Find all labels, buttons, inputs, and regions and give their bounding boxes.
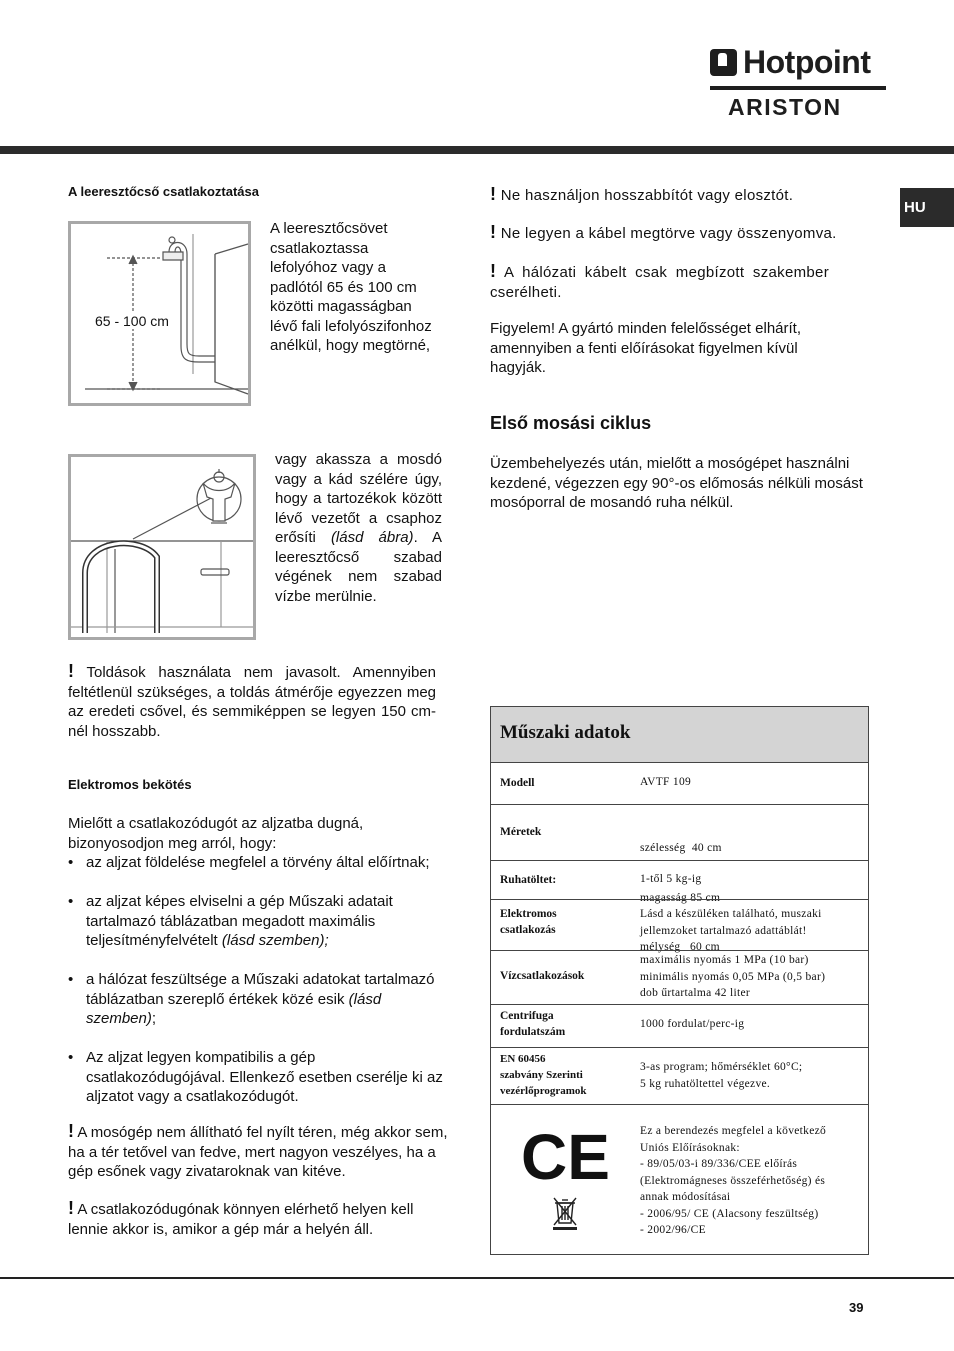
drain-text-2a: vagy akassza a mosdó vagy a kád szélére úgy, hogy a tartozékok között lévő vezetőt a csaphoz erősíti bbox=[275, 451, 442, 546]
first-wash-text: Üzembehelyezés után, mielőtt a mosógépet használni kezdené, végezzen egy 90°-os előmosás nélküli mosást mosóporral de mosandó ruha nélkül. bbox=[490, 455, 863, 511]
spec-value: AVTF 109 bbox=[640, 776, 692, 788]
drain-sink-figure bbox=[68, 454, 256, 640]
height-label: 65 - 100 cm bbox=[95, 313, 169, 329]
header-bar bbox=[0, 146, 954, 154]
spec-label: EN 60456 szabvány Szerinti vezérlőprogramok bbox=[500, 1053, 587, 1097]
table-row bbox=[491, 900, 868, 951]
spec-value: 3-as program; hőmérséklet 60°C; 5 kg ruhatöltettel végezve. bbox=[640, 1061, 803, 1090]
warning-mark-icon: ! bbox=[490, 261, 497, 281]
warning-no-extension-text: Ne használjon hosszabbítót vagy elosztót. bbox=[500, 187, 794, 204]
spec-value: 1-től 5 kg-ig bbox=[640, 873, 702, 885]
brand-ariston: ARISTON bbox=[728, 94, 842, 120]
drain-heading: A leeresztőcső csatlakoztatása bbox=[68, 184, 260, 199]
spec-value: szélesség 40 cm magasság 85 cm mélység 60 cm bbox=[640, 842, 722, 953]
brand-hotpoint: Hotpoint bbox=[743, 44, 871, 80]
drain-text-1: A leeresztőcsövet csatlakoztassa lefolyóhoz vagy a padlótól 65 és 100 cm közötti magasságban lévő fali lefolyószifonhoz anélkül, hogy megtörné, bbox=[270, 220, 432, 354]
spec-label: Modell bbox=[500, 777, 535, 789]
warning-cable bbox=[490, 223, 865, 244]
spec-label: Méretek bbox=[500, 826, 542, 838]
warning-mark-icon: ! bbox=[68, 661, 74, 681]
spec-table bbox=[490, 706, 869, 1255]
spec-value: Ez a berendezés megfelel a következő Uniós Előírásoknak: - 89/05/03-i 89/336/CEE előírás (Elektromágneses összeférhetőség) és annak módosításai - 2006/95/ CE (Alacsony feszültség) - 2002/96/CE bbox=[640, 1125, 827, 1236]
spec-value: maximális nyomás 1 MPa (10 bar) minimális nyomás 0,05 MPa (0,5 bar) dob űrtartalma 42 liter bbox=[640, 954, 826, 999]
warning-mark-icon: ! bbox=[490, 184, 497, 204]
warning-outdoor-text: A mosógép nem állítható fel nyílt téren, még akkor sem, ha a tér tetővel van fedve, mert nagyon veszélyes, ha a gép esőnek vagy zivataroknak van kitéve. bbox=[68, 1124, 448, 1180]
warning-mark-icon: ! bbox=[490, 222, 497, 242]
drain-siphon-figure bbox=[68, 221, 251, 406]
electric-section bbox=[68, 814, 444, 1107]
table-row bbox=[491, 951, 868, 1005]
warning-no-extension bbox=[490, 185, 835, 206]
spec-value: 1000 fordulat/perc-ig bbox=[640, 1018, 745, 1030]
weee-bin-icon bbox=[551, 1195, 579, 1236]
warning-cable-text: Ne legyen a kábel megtörve vagy összenyomva. bbox=[500, 225, 837, 242]
warning-outdoor bbox=[68, 1122, 448, 1182]
table-row bbox=[491, 1105, 868, 1254]
first-wash-heading: Első mosási ciklus bbox=[490, 413, 652, 433]
warning-cable-replace bbox=[490, 262, 829, 302]
warning-mark-icon: ! bbox=[68, 1121, 74, 1141]
warning-extension bbox=[68, 662, 436, 741]
table-row bbox=[491, 1048, 868, 1105]
warning-access-text: A csatlakozódugónak könnyen elérhető helyen kell lennie akkor is, amikor a gép már a helyén áll. bbox=[68, 1201, 414, 1238]
electric-intro: Mielőtt a csatlakozódugót az aljzatba dugná, bizonyosodjon meg arról, hogy: bbox=[68, 815, 364, 852]
page-number: 39 bbox=[849, 1300, 864, 1315]
warning-extension-text: Toldások használata nem javasolt. Amennyiben feltétlenül szükséges, a toldás átmérője egyezzen meg az eredeti csővel, és semmiképpen se legyen 150 cm-nél hosszabb. bbox=[68, 664, 436, 740]
drain-sink-illustration bbox=[71, 457, 253, 637]
warning-access bbox=[68, 1199, 448, 1239]
electric-checklist bbox=[68, 853, 444, 1107]
table-row bbox=[491, 762, 868, 805]
spec-label: Elektromos csatlakozás bbox=[500, 908, 557, 936]
ce-mark-icon bbox=[521, 1121, 610, 1193]
drain-text-2-italic: (lásd ábra) bbox=[330, 529, 414, 546]
spec-value: Lásd a készüléken található, muszaki jellemzoket tartalmazó adattáblát! bbox=[640, 908, 822, 937]
brand-rule bbox=[710, 86, 886, 90]
brand-logo bbox=[710, 44, 886, 122]
list-item: • Az aljzat legyen kompatibilis a gép csatlakozódugójával. Ellenkező esetben cserélje ki az aljzatot vagy a csatlakozódugót. bbox=[68, 1048, 444, 1107]
attention-note: Figyelem! A gyártó minden felelősséget elhárít, amennyiben a fenti előírásokat figyelmen kívül hagyják. bbox=[490, 320, 802, 376]
footer-rule bbox=[0, 1277, 954, 1279]
spec-label: Centrifuga fordulatszám bbox=[500, 1010, 566, 1038]
ce-mark-text: CE bbox=[521, 1121, 610, 1193]
drain-text-2 bbox=[275, 450, 442, 606]
list-item: • a hálózat feszültsége a Műszaki adatokat tartalmazó táblázatban szereplő értékek közé esik (lásd szemben); bbox=[68, 970, 444, 1029]
table-row bbox=[491, 1005, 868, 1048]
language-tab: HU bbox=[900, 188, 954, 227]
drain-text-2b: . A leeresztőcső szabad végének nem szabad vízbe merülnie. bbox=[275, 529, 442, 605]
warning-mark-icon: ! bbox=[68, 1198, 74, 1218]
list-item: • az aljzat földelése megfelel a törvény által előírtnak; bbox=[68, 853, 444, 873]
electric-heading: Elektromos bekötés bbox=[68, 777, 192, 792]
table-row bbox=[491, 861, 868, 900]
spec-label: Ruhatöltet: bbox=[500, 874, 557, 886]
brand-mark-icon bbox=[710, 49, 737, 76]
list-item: • az aljzat képes elviselni a gép Műszaki adatait tartalmazó táblázatban megadott maximális teljesítményfelvételt (lásd szemben); bbox=[68, 892, 444, 951]
spec-table-title: Műszaki adatok bbox=[500, 722, 631, 743]
spec-label: Vízcsatlakozások bbox=[500, 970, 585, 982]
spec-table-header bbox=[491, 707, 868, 763]
warning-cable-replace-text: A hálózati kábelt csak megbízott szakember cserélheti. bbox=[490, 264, 829, 301]
